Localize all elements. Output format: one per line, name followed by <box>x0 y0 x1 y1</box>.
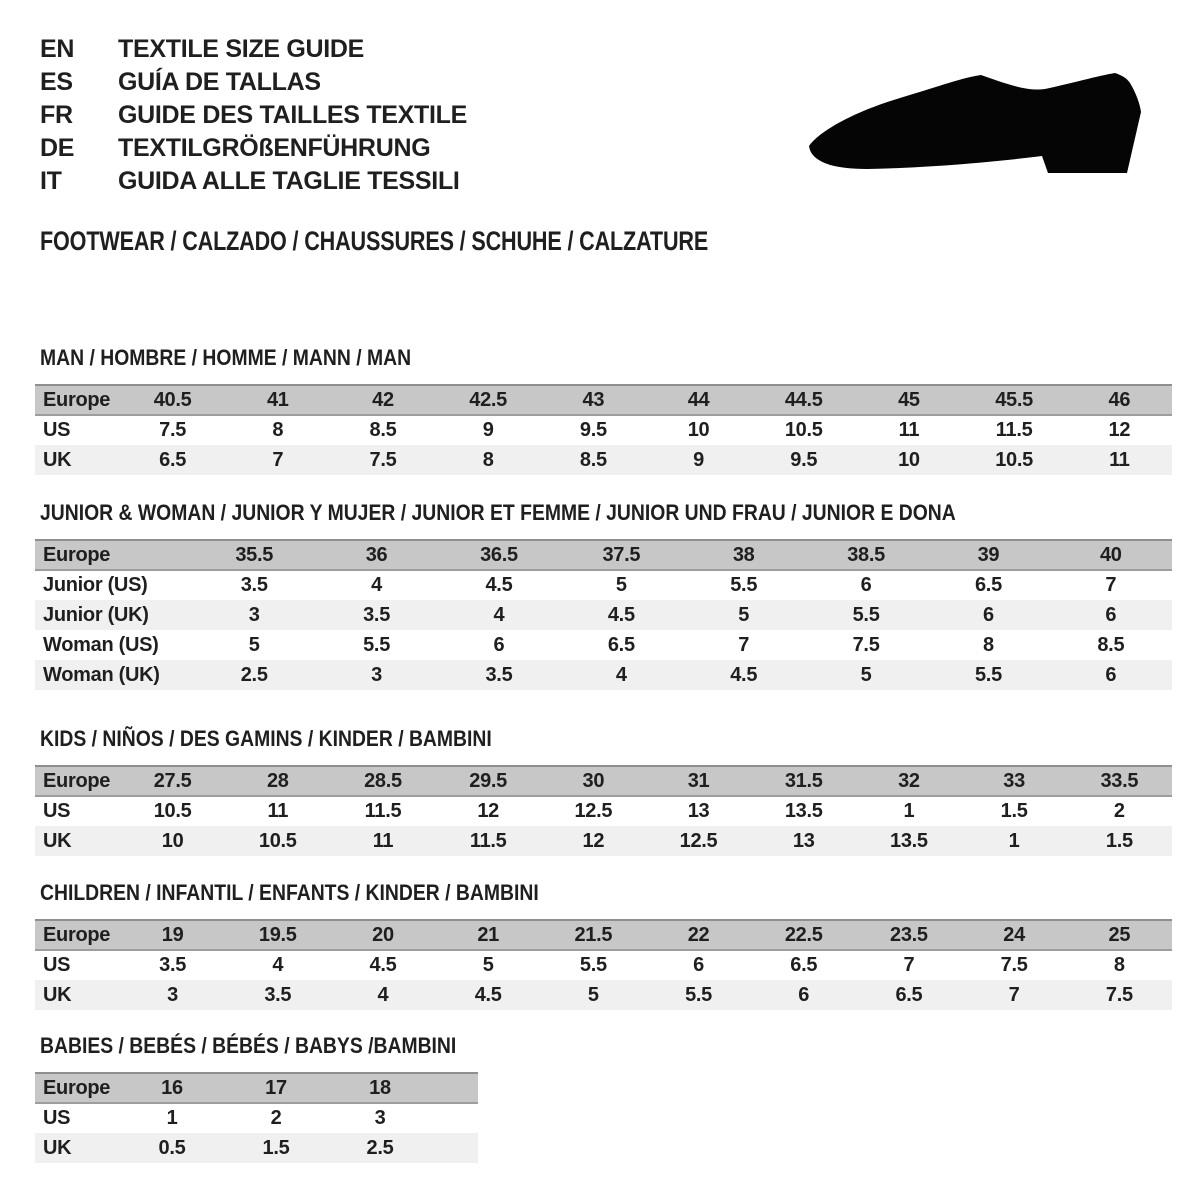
size-value-cell: 21 <box>436 920 541 950</box>
size-value-cell: 6.5 <box>856 980 961 1010</box>
size-value-cell: 5 <box>436 950 541 980</box>
size-value-cell: 3 <box>193 600 315 630</box>
size-table <box>35 539 1172 690</box>
size-value-cell: 4.5 <box>436 980 541 1010</box>
size-value-cell: 12 <box>436 796 541 826</box>
size-value-cell: 7.5 <box>330 445 435 475</box>
size-value-cell: 28.5 <box>330 766 435 796</box>
size-table <box>35 919 1172 1010</box>
size-value-cell: 31.5 <box>751 766 856 796</box>
size-value-cell: 9.5 <box>541 415 646 445</box>
size-value-cell: 4.5 <box>330 950 435 980</box>
guide-title-de: TEXTILGRÖßENFÜHRUNG <box>118 134 431 162</box>
language-code: ES <box>40 68 73 96</box>
guide-title-it: GUIDA ALLE TAGLIE TESSILI <box>118 167 460 195</box>
size-value-cell: 1.5 <box>224 1133 328 1163</box>
size-value-cell: 5.5 <box>315 630 437 660</box>
size-value-cell: 4 <box>438 600 560 630</box>
size-value-cell: 24 <box>962 920 1067 950</box>
size-value-cell: 41 <box>225 385 330 415</box>
size-value-cell: 6 <box>438 630 560 660</box>
size-table-children <box>35 919 1172 1010</box>
section-children <box>35 882 1172 1010</box>
size-table <box>35 384 1172 475</box>
size-value-cell: 4 <box>330 980 435 1010</box>
size-table-junior-woman <box>35 539 1172 690</box>
size-value-cell: 1 <box>120 1103 224 1133</box>
size-table <box>35 1072 478 1163</box>
language-code: DE <box>40 134 75 162</box>
size-row <box>35 826 1172 856</box>
size-value-cell: 5 <box>683 600 805 630</box>
size-value-cell: 39 <box>927 540 1049 570</box>
row-label: US <box>35 796 120 826</box>
size-row <box>35 445 1172 475</box>
size-value-cell: 44 <box>646 385 751 415</box>
size-value-cell: 10 <box>856 445 961 475</box>
size-value-cell: 6 <box>646 950 751 980</box>
size-value-cell: 8 <box>927 630 1049 660</box>
row-label: US <box>35 415 120 445</box>
size-value-cell: 7.5 <box>805 630 927 660</box>
size-value-cell: 12.5 <box>541 796 646 826</box>
size-row <box>35 630 1172 660</box>
size-value-cell: 7 <box>856 950 961 980</box>
spacer-cell <box>432 1073 478 1103</box>
size-row <box>35 660 1172 690</box>
size-row <box>35 1103 478 1133</box>
size-value-cell: 42 <box>330 385 435 415</box>
size-table <box>35 765 1172 856</box>
row-label: Woman (US) <box>35 630 193 660</box>
row-label: US <box>35 1103 120 1133</box>
size-value-cell: 10.5 <box>225 826 330 856</box>
shoe-icon <box>805 72 1142 178</box>
size-value-cell: 33 <box>962 766 1067 796</box>
size-table-babies <box>35 1072 1172 1163</box>
size-row <box>35 415 1172 445</box>
size-value-cell: 45 <box>856 385 961 415</box>
size-value-cell: 7.5 <box>120 415 225 445</box>
size-value-cell: 9 <box>646 445 751 475</box>
size-value-cell: 5 <box>560 570 682 600</box>
size-value-cell: 2 <box>1067 796 1172 826</box>
size-scale-header-row <box>35 385 1172 415</box>
size-value-cell: 13.5 <box>751 796 856 826</box>
size-value-cell: 8 <box>225 415 330 445</box>
size-value-cell: 7.5 <box>962 950 1067 980</box>
size-value-cell: 1 <box>856 796 961 826</box>
section-title-man: MAN / HOMBRE / HOMME / MANN / MAN <box>40 345 412 370</box>
size-value-cell: 11.5 <box>962 415 1067 445</box>
size-value-cell: 10 <box>646 415 751 445</box>
size-value-cell: 17 <box>224 1073 328 1103</box>
row-label: Junior (UK) <box>35 600 193 630</box>
row-label: Woman (UK) <box>35 660 193 690</box>
size-value-cell: 6.5 <box>751 950 856 980</box>
size-value-cell: 1 <box>962 826 1067 856</box>
size-value-cell: 6 <box>1050 660 1172 690</box>
size-value-cell: 12 <box>541 826 646 856</box>
size-row <box>35 1133 478 1163</box>
size-value-cell: 6.5 <box>560 630 682 660</box>
row-label: Europe <box>35 385 120 415</box>
size-value-cell: 40 <box>1050 540 1172 570</box>
size-value-cell: 37.5 <box>560 540 682 570</box>
size-value-cell: 1.5 <box>1067 826 1172 856</box>
size-value-cell: 40.5 <box>120 385 225 415</box>
row-label: Europe <box>35 920 120 950</box>
row-label: Junior (US) <box>35 570 193 600</box>
size-value-cell: 4 <box>315 570 437 600</box>
size-value-cell: 8 <box>1067 950 1172 980</box>
size-value-cell: 0.5 <box>120 1133 224 1163</box>
row-label: US <box>35 950 120 980</box>
size-value-cell: 8.5 <box>541 445 646 475</box>
size-value-cell: 6.5 <box>927 570 1049 600</box>
size-value-cell: 12 <box>1067 415 1172 445</box>
size-value-cell: 38 <box>683 540 805 570</box>
size-value-cell: 7 <box>683 630 805 660</box>
size-value-cell: 2.5 <box>193 660 315 690</box>
section-title-children: CHILDREN / INFANTIL / ENFANTS / KINDER / BAMBINI <box>40 880 539 905</box>
size-value-cell: 5.5 <box>927 660 1049 690</box>
size-value-cell: 35.5 <box>193 540 315 570</box>
size-row <box>35 796 1172 826</box>
size-value-cell: 25 <box>1067 920 1172 950</box>
size-value-cell: 3.5 <box>438 660 560 690</box>
size-value-cell: 12.5 <box>646 826 751 856</box>
size-value-cell: 22.5 <box>751 920 856 950</box>
size-value-cell: 11.5 <box>436 826 541 856</box>
row-label: UK <box>35 1133 120 1163</box>
size-scale-header-row <box>35 540 1172 570</box>
size-value-cell: 2.5 <box>328 1133 432 1163</box>
size-value-cell: 42.5 <box>436 385 541 415</box>
size-value-cell: 36 <box>315 540 437 570</box>
size-scale-header-row <box>35 1073 478 1103</box>
section-title-kids: KIDS / NIÑOS / DES GAMINS / KINDER / BAMBINI <box>40 726 492 751</box>
size-value-cell: 8.5 <box>330 415 435 445</box>
size-value-cell: 9 <box>436 415 541 445</box>
size-value-cell: 28 <box>225 766 330 796</box>
size-row <box>35 950 1172 980</box>
size-value-cell: 6.5 <box>120 445 225 475</box>
size-value-cell: 7.5 <box>1067 980 1172 1010</box>
size-value-cell: 32 <box>856 766 961 796</box>
spacer-cell <box>432 1103 478 1133</box>
size-value-cell: 13 <box>646 796 751 826</box>
size-value-cell: 4.5 <box>560 600 682 630</box>
size-value-cell: 3.5 <box>315 600 437 630</box>
size-value-cell: 18 <box>328 1073 432 1103</box>
size-value-cell: 9.5 <box>751 445 856 475</box>
size-value-cell: 5.5 <box>805 600 927 630</box>
size-value-cell: 19 <box>120 920 225 950</box>
size-value-cell: 4 <box>225 950 330 980</box>
size-value-cell: 38.5 <box>805 540 927 570</box>
guide-title-fr: GUIDE DES TAILLES TEXTILE <box>118 101 468 129</box>
size-value-cell: 1.5 <box>962 796 1067 826</box>
row-label: Europe <box>35 1073 120 1103</box>
language-row <box>40 33 1172 66</box>
size-value-cell: 7 <box>962 980 1067 1010</box>
section-junior-woman <box>35 502 1172 690</box>
size-value-cell: 33.5 <box>1067 766 1172 796</box>
size-row <box>35 600 1172 630</box>
size-value-cell: 31 <box>646 766 751 796</box>
size-value-cell: 6 <box>1050 600 1172 630</box>
row-label: UK <box>35 826 120 856</box>
size-value-cell: 10.5 <box>962 445 1067 475</box>
row-label: Europe <box>35 766 120 796</box>
size-value-cell: 3.5 <box>225 980 330 1010</box>
size-value-cell: 13.5 <box>856 826 961 856</box>
size-row <box>35 980 1172 1010</box>
guide-title-es: GUÍA DE TALLAS <box>118 68 321 96</box>
size-value-cell: 46 <box>1067 385 1172 415</box>
spacer-cell <box>432 1133 478 1163</box>
size-value-cell: 8 <box>436 445 541 475</box>
size-value-cell: 3.5 <box>193 570 315 600</box>
size-value-cell: 11 <box>856 415 961 445</box>
category-heading <box>40 227 1172 255</box>
size-value-cell: 3 <box>120 980 225 1010</box>
size-value-cell: 5.5 <box>683 570 805 600</box>
row-label: Europe <box>35 540 193 570</box>
size-scale-header-row <box>35 766 1172 796</box>
size-value-cell: 6 <box>751 980 856 1010</box>
language-code: EN <box>40 35 75 63</box>
size-value-cell: 22 <box>646 920 751 950</box>
size-value-cell: 43 <box>541 385 646 415</box>
size-value-cell: 30 <box>541 766 646 796</box>
size-value-cell: 44.5 <box>751 385 856 415</box>
size-value-cell: 7 <box>225 445 330 475</box>
size-value-cell: 11 <box>225 796 330 826</box>
size-value-cell: 11.5 <box>330 796 435 826</box>
size-value-cell: 10 <box>120 826 225 856</box>
size-value-cell: 16 <box>120 1073 224 1103</box>
size-value-cell: 20 <box>330 920 435 950</box>
size-value-cell: 5.5 <box>646 980 751 1010</box>
size-value-cell: 3 <box>315 660 437 690</box>
size-value-cell: 5 <box>193 630 315 660</box>
size-value-cell: 4 <box>560 660 682 690</box>
section-babies <box>35 1035 1172 1163</box>
size-table-man <box>35 384 1172 475</box>
size-value-cell: 6 <box>927 600 1049 630</box>
size-value-cell: 5 <box>541 980 646 1010</box>
row-label: UK <box>35 445 120 475</box>
size-table-kids <box>35 765 1172 856</box>
size-value-cell: 23.5 <box>856 920 961 950</box>
size-value-cell: 19.5 <box>225 920 330 950</box>
language-code: IT <box>40 167 62 195</box>
size-row <box>35 570 1172 600</box>
size-value-cell: 36.5 <box>438 540 560 570</box>
size-value-cell: 3.5 <box>120 950 225 980</box>
size-value-cell: 27.5 <box>120 766 225 796</box>
size-value-cell: 7 <box>1050 570 1172 600</box>
size-scale-header-row <box>35 920 1172 950</box>
row-label: UK <box>35 980 120 1010</box>
size-value-cell: 8.5 <box>1050 630 1172 660</box>
size-value-cell: 4.5 <box>683 660 805 690</box>
size-value-cell: 11 <box>1067 445 1172 475</box>
section-man <box>35 347 1172 475</box>
guide-title-en: TEXTILE SIZE GUIDE <box>118 35 365 63</box>
size-value-cell: 10.5 <box>751 415 856 445</box>
section-title-babies: BABIES / BEBÉS / BÉBÉS / BABYS /BAMBINI <box>40 1033 457 1058</box>
section-kids <box>35 728 1172 856</box>
size-value-cell: 3 <box>328 1103 432 1133</box>
size-value-cell: 10.5 <box>120 796 225 826</box>
language-code: FR <box>40 101 73 129</box>
section-title-junior-woman: JUNIOR & WOMAN / JUNIOR Y MUJER / JUNIOR ET FEMME / JUNIOR UND FRAU / JUNIOR E DONA <box>40 500 956 525</box>
size-value-cell: 29.5 <box>436 766 541 796</box>
size-value-cell: 11 <box>330 826 435 856</box>
size-value-cell: 21.5 <box>541 920 646 950</box>
size-value-cell: 6 <box>805 570 927 600</box>
size-value-cell: 13 <box>751 826 856 856</box>
category-heading-text: FOOTWEAR / CALZADO / CHAUSSURES / SCHUHE / CALZATURE <box>40 226 709 256</box>
size-value-cell: 5.5 <box>541 950 646 980</box>
size-value-cell: 5 <box>805 660 927 690</box>
size-value-cell: 4.5 <box>438 570 560 600</box>
size-value-cell: 2 <box>224 1103 328 1133</box>
size-value-cell: 45.5 <box>962 385 1067 415</box>
